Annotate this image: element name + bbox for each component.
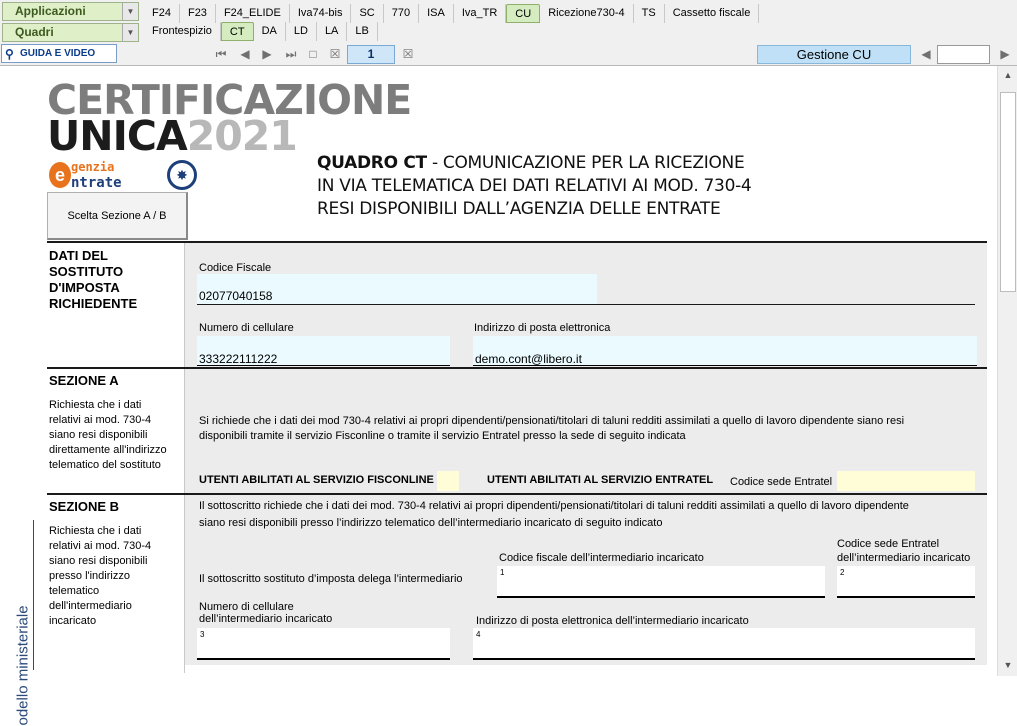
quadro-title-bold: QUADRO CT [317, 153, 427, 173]
codice-sede-intermediario-label-2: dell’intermediario incaricato [837, 552, 971, 564]
sezione-b-text-2: siano resi disponibili presso l’indirizzo telematico dell’intermediario incaricato di seguito indicato [199, 517, 663, 529]
scrollbar-thumb[interactable] [1000, 92, 1016, 292]
first-page-icon[interactable]: ⏮ [215, 47, 227, 61]
email-intermediario-label: Indirizzo di posta elettronica dell’intermediario incaricato [476, 615, 749, 627]
top-toolbar [0, 0, 1017, 66]
emblem-icon: ✸ [167, 160, 197, 190]
scelta-sezione-button[interactable]: Scelta Sezione A / B [47, 192, 188, 240]
page-number-field[interactable]: 1 [347, 45, 395, 64]
search-icon: ⚲ [5, 47, 14, 61]
quadri-label: Quadri [15, 25, 54, 39]
fisconline-label: UTENTI ABILITATI AL SERVIZIO FISCONLINE [199, 474, 434, 486]
tab-da[interactable]: DA [254, 22, 286, 41]
prev-icon[interactable]: ◀ [921, 47, 931, 61]
tab-isa[interactable]: ISA [419, 4, 454, 23]
email-input[interactable]: demo.cont@libero.it [473, 336, 977, 366]
chevron-down-icon[interactable]: ▼ [122, 3, 138, 20]
vertical-scrollbar[interactable] [997, 66, 1017, 676]
codice-fiscale-label: Codice Fiscale [199, 262, 272, 274]
delega-label: Il sottoscritto sostituto d’imposta delega l’intermediario [199, 573, 463, 585]
tab-f24-elide[interactable]: F24_ELIDE [216, 4, 290, 23]
tab-cassetto-fiscale[interactable]: Cassetto fiscale [665, 4, 760, 23]
tab-ricezione730-4[interactable]: Ricezione730-4 [540, 4, 633, 23]
left-strip [0, 66, 37, 726]
logo-unica [47, 112, 297, 160]
guida-e-video-button[interactable] [1, 44, 117, 63]
vertical-divider [33, 520, 34, 670]
last-page-icon[interactable]: ⏭ [285, 47, 297, 61]
tab-la[interactable]: LA [317, 22, 347, 41]
agenzia-entrate-logo [49, 158, 189, 194]
field-underline [197, 304, 975, 305]
logo-year: 2021 [186, 112, 297, 160]
cf-intermediario-label: Codice fiscale dell’intermediario incaricato [499, 552, 704, 564]
next-page-icon[interactable]: ▶ [262, 47, 272, 61]
tab-frontespizio[interactable]: Frontespizio [144, 22, 221, 41]
sezione-b-text-1: Il sottoscritto richiede che i dati dei mod. 730-4 relativi ai propri dipendenti/pensionati/titolari di taluni redditi assimilati a quello di lavoro dipendente [199, 500, 909, 512]
tab-f23[interactable]: F23 [180, 4, 216, 23]
agenzia-e-icon: e [49, 162, 71, 188]
new-page-icon[interactable]: □ [309, 47, 317, 61]
cellulare-label: Numero di cellulare [199, 322, 294, 334]
scroll-down-icon[interactable]: ▼ [1003, 660, 1013, 670]
sezione-b-title: SEZIONE B [49, 499, 120, 514]
fisconline-checkbox[interactable] [437, 471, 459, 491]
cellulare-intermediario-label-2: dell’intermediario incaricato [199, 613, 333, 625]
character-slots [197, 284, 597, 288]
tab-770[interactable]: 770 [384, 4, 419, 23]
tab-ld[interactable]: LD [286, 22, 317, 41]
tab-iva-tr[interactable]: Iva_TR [454, 4, 506, 23]
tab-f24[interactable]: F24 [144, 4, 180, 23]
scroll-up-icon[interactable]: ▲ [1003, 70, 1013, 80]
cellulare-intermediario-label-1: Numero di cellulare [199, 601, 294, 613]
entratel-label: UTENTI ABILITATI AL SERVIZIO ENTRATEL [487, 474, 714, 486]
agenzia-text-1: genzia [71, 160, 115, 174]
dati-sostituto-title: DATI DEL SOSTITUTO D'IMPOSTA RICHIEDENTE [49, 248, 138, 311]
next-icon[interactable]: ▶ [1000, 47, 1010, 61]
sezione-a-text-1: Si richiede che i dati dei mod 730-4 relativi ai propri dipendenti/pensionati/titolari di taluni redditi assimilati a quello di lavoro dipendente siano resi [199, 415, 905, 427]
vertical-label: odello ministeriale [14, 605, 32, 726]
codice-sede-intermediario-label-1: Codice sede Entratel [837, 538, 940, 550]
codice-sede-intermediario-input[interactable]: 2 [837, 566, 975, 598]
applicazioni-select[interactable] [2, 2, 139, 21]
codice-fiscale-value: 02077040158 [199, 289, 273, 303]
tab-iva74-bis[interactable]: Iva74-bis [290, 4, 352, 23]
gestione-cu-button[interactable]: Gestione CU [757, 45, 911, 64]
codice-sede-entratel-label: Codice sede Entratel [730, 476, 833, 488]
delete-icon[interactable]: ☒ [402, 47, 414, 61]
record-field[interactable] [937, 45, 990, 64]
email-intermediario-input[interactable]: 4 [473, 628, 975, 660]
sezione-a-description: Richiesta che i dati relativi ai mod. 730-4 siano resi disponibili direttamente all'indirizzo telematico del sostituto [49, 399, 167, 471]
agenzia-text-2: ntrate [71, 175, 122, 191]
tab-ts[interactable]: TS [634, 4, 665, 23]
tab-ct[interactable]: CT [221, 22, 254, 41]
sezione-b-description: Richiesta che i dati relativi ai mod. 730-4 siano resi disponibili presso l'indirizzo telematico dell'intermediario incaricato [49, 525, 152, 627]
tab-lb[interactable]: LB [347, 22, 377, 41]
quadri-tabs [144, 22, 378, 41]
logo-certificazione: CERTIFICAZIONE [47, 76, 412, 124]
tab-cu[interactable]: CU [506, 4, 540, 23]
logo-unica-text: UNICA [47, 112, 187, 160]
sezione-a-text-2: disponibili tramite il servizio Fisconline o tramite il servizio Entratel presso la sede di seguito indicata [199, 430, 686, 442]
codice-sede-entratel-input[interactable] [837, 471, 975, 491]
sezione-a-title: SEZIONE A [49, 373, 119, 388]
email-label: Indirizzo di posta elettronica [474, 322, 611, 334]
cf-intermediario-input[interactable]: 1 [497, 566, 825, 598]
applicazioni-label: Applicazioni [15, 4, 86, 18]
delete-page-icon[interactable]: ☒ [329, 47, 341, 61]
cellulare-intermediario-input[interactable]: 3 [197, 628, 450, 660]
prev-page-icon[interactable]: ◀ [240, 47, 250, 61]
app-tabs [144, 4, 759, 23]
quadro-title [317, 152, 751, 221]
cellulare-input[interactable]: 333222111222 [197, 336, 450, 366]
guida-label: GUIDA E VIDEO [20, 48, 96, 59]
quadro-title-line3: RESI DISPONIBILI DALL’AGENZIA DELLE ENTRATE [317, 199, 721, 219]
quadro-ct-form [37, 66, 997, 676]
tab-sc[interactable]: SC [351, 4, 383, 23]
chevron-down-icon[interactable]: ▼ [122, 24, 138, 41]
codice-fiscale-input[interactable] [197, 274, 597, 304]
quadro-title-rest: - COMUNICAZIONE PER LA RICEZIONE [426, 153, 745, 173]
quadro-title-line2: IN VIA TELEMATICA DEI DATI RELATIVI AI MOD. 730-4 [317, 176, 752, 196]
quadri-select[interactable] [2, 23, 139, 42]
